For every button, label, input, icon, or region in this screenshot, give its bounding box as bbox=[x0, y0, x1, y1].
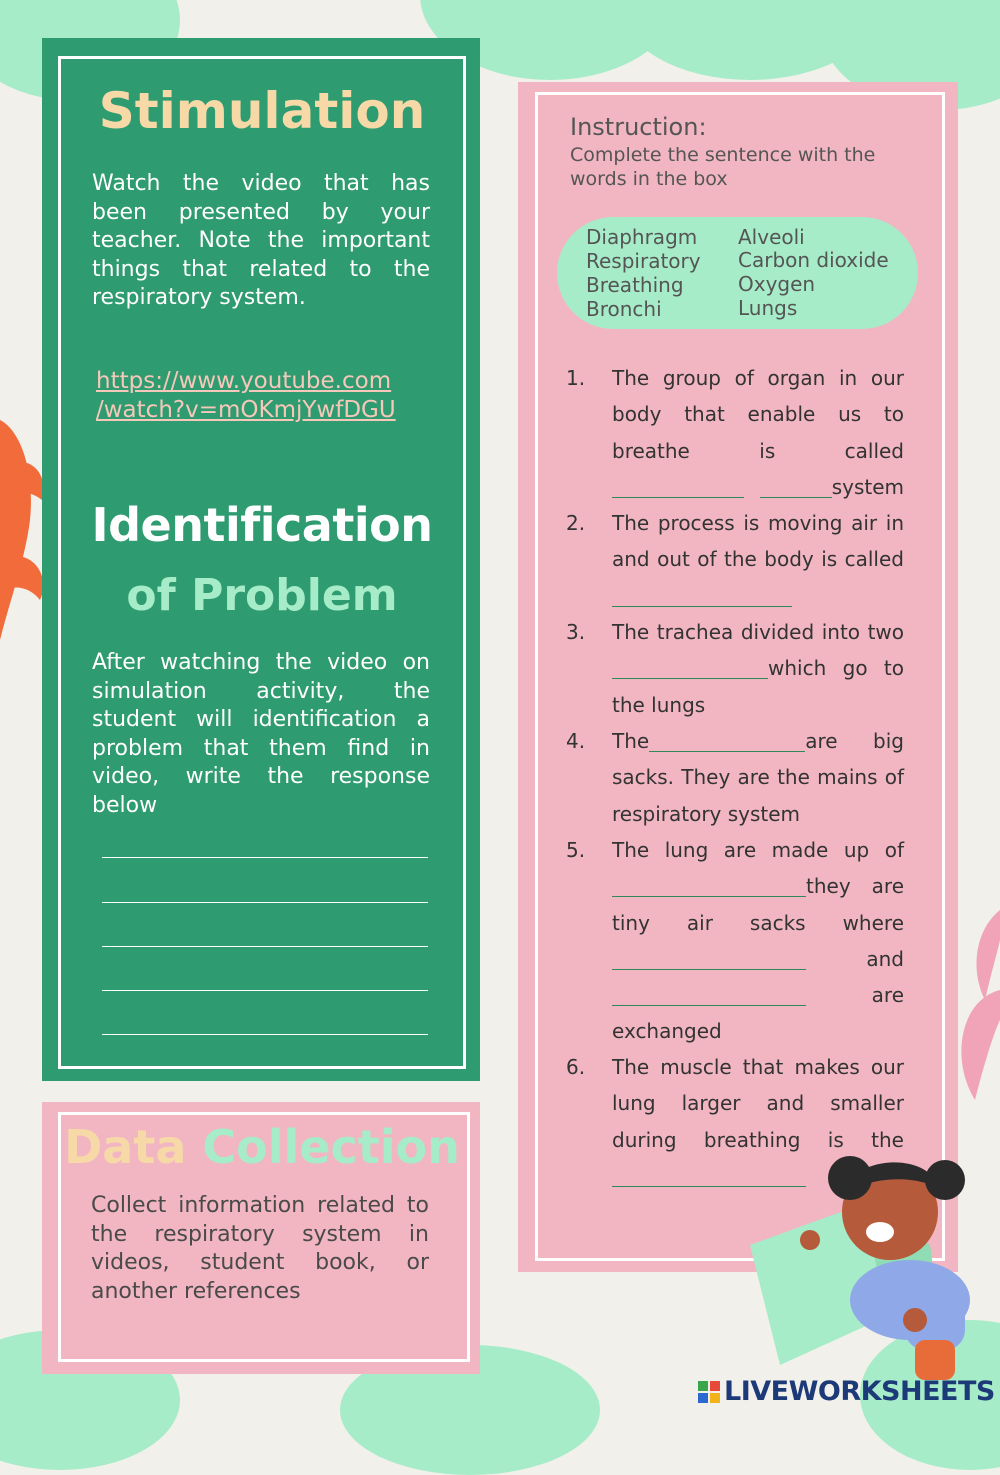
collection-word: Collection bbox=[202, 1120, 460, 1174]
word-box-item: Oxygen bbox=[738, 272, 816, 296]
problem-heading: of Problem bbox=[126, 570, 398, 621]
word-box-item: Diaphragm bbox=[586, 225, 698, 249]
word-box-item: Bronchi bbox=[586, 297, 662, 321]
data-word: Data bbox=[64, 1120, 187, 1174]
question-3-text bbox=[612, 614, 904, 723]
stimulation-text: Watch the video that has been presented by your teacher. Note the important things that related to the respiratory system. bbox=[92, 171, 430, 310]
answer-line[interactable] bbox=[102, 902, 428, 903]
orange-leaf-icon bbox=[0, 420, 44, 640]
word-box-item: Alveoli bbox=[738, 225, 805, 249]
answer-blank[interactable] bbox=[760, 477, 832, 498]
liveworksheets-logo-icon bbox=[698, 1381, 720, 1403]
question-text: are big sacks. They are the mains of respiratory system bbox=[612, 729, 904, 826]
word-box-item: Lungs bbox=[738, 296, 798, 320]
answer-line[interactable] bbox=[102, 1034, 428, 1035]
instruction-subtitle: Complete the sentence with the words in the box bbox=[570, 144, 876, 190]
question-text: The trachea divided into two bbox=[612, 620, 904, 644]
question-text: system bbox=[831, 474, 904, 499]
video-link-line1[interactable]: https://www.youtube.com bbox=[96, 368, 392, 394]
question-text: The process is moving air in and out of the body is called bbox=[612, 511, 904, 572]
stimulation-heading: Stimulation bbox=[98, 82, 426, 140]
word-box-item: Breathing bbox=[586, 273, 684, 297]
identification-heading: Identification bbox=[91, 498, 433, 552]
data-collection-heading bbox=[62, 1120, 462, 1174]
watermark-text: LIVEWORKSHEETS bbox=[724, 1376, 995, 1407]
identification-text: After watching the video on simulation activity, the student will identification a problem that them find in video, write the response below bbox=[92, 650, 430, 818]
answer-line[interactable] bbox=[102, 946, 428, 947]
answer-blank[interactable] bbox=[612, 658, 768, 679]
question-text: The muscle that makes our lung larger and smaller during breathing is the bbox=[612, 1055, 904, 1152]
video-link[interactable] bbox=[96, 367, 436, 425]
data-collection-text: Collect information related to the respiratory system in videos, student book, or another references bbox=[91, 1193, 429, 1304]
question-5-text bbox=[612, 832, 904, 1050]
instruction-title: Instruction: bbox=[570, 113, 707, 141]
question-2-text bbox=[612, 505, 904, 614]
question-number: 2. bbox=[566, 511, 586, 535]
question-number: 4. bbox=[566, 729, 586, 753]
answer-line[interactable] bbox=[102, 857, 428, 858]
question-number: 3. bbox=[566, 620, 586, 644]
question-number: 5. bbox=[566, 838, 586, 862]
question-text: which go to the lungs bbox=[612, 656, 904, 717]
answer-blank[interactable] bbox=[612, 477, 744, 498]
question-1-text bbox=[612, 360, 904, 505]
question-text: The bbox=[612, 729, 650, 753]
question-text: are exchanged bbox=[612, 983, 904, 1044]
answer-blank[interactable] bbox=[612, 876, 806, 897]
question-text: The group of organ in our body that enable us to breathe is called bbox=[612, 366, 904, 463]
answer-line[interactable] bbox=[102, 990, 428, 991]
pink-leaf-icon bbox=[961, 910, 1000, 1100]
word-box bbox=[557, 217, 918, 329]
answer-blank[interactable] bbox=[612, 949, 806, 970]
answer-blank[interactable] bbox=[649, 731, 805, 752]
video-link-line2[interactable]: /watch?v=mOKmjYwfDGU bbox=[96, 397, 396, 423]
question-text: and bbox=[866, 946, 904, 971]
answer-blank[interactable] bbox=[612, 985, 806, 1006]
question-text: they are tiny air sacks where bbox=[612, 874, 904, 935]
question-text: The lung are made up of bbox=[612, 838, 904, 862]
word-box-item: Carbon dioxide bbox=[738, 248, 889, 272]
reading-girl-illustration bbox=[740, 1150, 1000, 1390]
question-number: 1. bbox=[566, 366, 586, 390]
question-number: 6. bbox=[566, 1055, 586, 1079]
answer-blank[interactable] bbox=[612, 586, 792, 607]
question-4-text bbox=[612, 723, 904, 832]
word-box-item: Respiratory bbox=[586, 249, 701, 273]
liveworksheets-watermark bbox=[724, 1376, 995, 1407]
